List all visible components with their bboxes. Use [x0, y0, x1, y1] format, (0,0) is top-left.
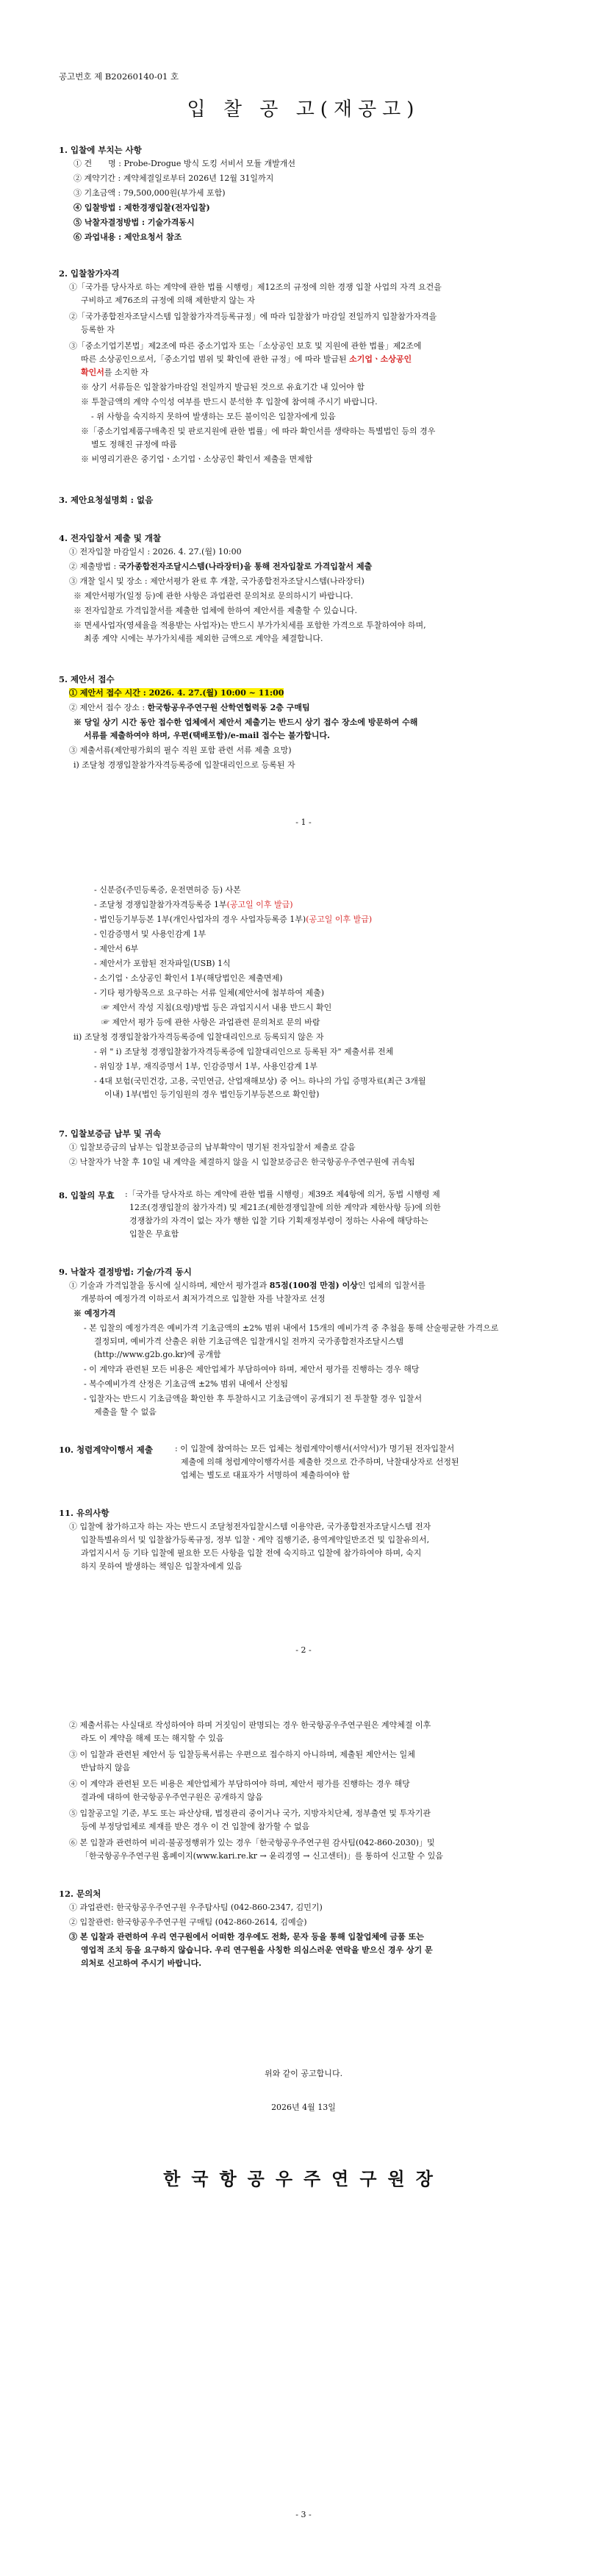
s2-line: 확인서를 소지한 자 [81, 368, 149, 377]
s11-line: ③ 이 입찰과 관련된 제안서 등 입찰등록서류는 우편으로 접수하지 아니하며, 제출된 제안서는 일체 [69, 1750, 415, 1759]
s1-item-scope: ⑥ 과업내용 : 제안요청서 참조 [73, 232, 182, 242]
s11-line: 입찰특별유의서 및 입찰참가등록규정, 정부 입찰ㆍ계약 집행기준, 용역계약일반조건 및 입찰유의서, [81, 1535, 430, 1545]
s2-note: ※「중소기업제품구매촉진 및 판로지원에 관한 법률」에 따라 확인서를 생략하는 특별법인 등의 경우 [81, 426, 436, 436]
s4-opening: ③ 개찰 일시 및 장소 : 제안서평가 완료 후 개찰, 국가종합전자조달시스템(나라장터) [69, 576, 364, 586]
s4-note: ※ 면세사업자(영세율을 적용받는 사업자)는 반드시 부가가치세를 포함한 가격으로 투찰하여야 하며, [73, 620, 426, 630]
page-title: 입 찰 공 고(재공고) [187, 99, 420, 121]
p2-doc: ☞ 제안서 평가 등에 관한 사항은 과업관련 문의처로 문의 바람 [101, 1017, 320, 1027]
s4-note: 최종 계약 시에는 부가가치세를 제외한 금액으로 계약을 체결합니다. [84, 634, 323, 643]
s4-note: ※ 제안서평가(일정 등)에 관한 사항은 과업관련 문의처로 문의하시기 바랍니다. [73, 591, 353, 601]
s2-note: - 위 사항을 숙지하지 못하여 발생하는 모든 불이익은 입찰자에게 있음 [91, 412, 336, 421]
s4-method: ② 제출방법 : 국가종합전자조달시스템(나라장터)을 통해 전자입찰로 가격입찰서 제출 [69, 562, 373, 571]
page-number: - 2 - [295, 1645, 312, 1655]
s8-line: :「국가를 당사자로 하는 계약에 관한 법률 시행령」제39조 제4항에 의거, 동법 시행령 제 [125, 1189, 440, 1199]
s2-note: ※ 투찰금액의 계약 수익성 여부를 반드시 분석한 후 입찰에 참여해 주시기 바랍니다. [81, 397, 378, 407]
p2-doc: 이내) 1부(법인 등기임원의 경우 법인등기부등본으로 확인함) [104, 1090, 320, 1099]
section-4-heading: 4. 전자입찰서 제출 및 개찰 [59, 533, 162, 543]
s9-line: (http://www.g2b.go.kr)에 공개함 [94, 1350, 221, 1359]
s2-line: ②「국가종합전자조달시스템 입찰참가자격등록규정」에 따라 입찰참가 마감일 전일까지 입찰참가자격을 [69, 312, 437, 321]
s5-note: ※ 당일 상기 시간 동안 접수한 업체에서 제안서 제출기는 반드시 상기 접수 장소에 방문하여 수해 [73, 718, 418, 727]
s11-line: 「한국항공우주연구원 홈페이지(www.kari.re.kr → 윤리경영 → 신고센터)」를 통하여 신고할 수 있음 [81, 1851, 444, 1861]
s1-item-amount: ③ 기초금액 : 79,500,000원(부가세 포함) [73, 188, 226, 198]
section-11-heading: 11. 유의사항 [59, 1508, 109, 1518]
page-1 [0, 0, 607, 872]
s9-line: 개봉하여 예정가격 이하로서 최저가격으로 입찰한 자를 낙찰자로 선정 [81, 1294, 326, 1303]
s1-item-period: ② 계약기간 : 계약체결일로부터 2026년 12월 31일까지 [73, 173, 274, 183]
p2-doc: - 법인등기부등본 1부(개인사업자의 경우 사업자등록증 1부)(공고일 이후 발급) [94, 915, 373, 924]
s10-line: 제출에 의해 청렴계약이행각서를 제출한 것으로 간주하며, 낙찰대상자로 선정된 [181, 1457, 459, 1467]
s11-line: ① 입찰에 참가하고자 하는 자는 반드시 조달청전자입찰시스템 이용약관, 국가종합전자조달시스템 전자 [69, 1522, 431, 1531]
s2-note: ※ 상기 서류들은 입찰참가마감일 전일까지 발급된 것으로 유효기간 내 있어야 함 [81, 382, 364, 392]
s12-line: 의처로 신고하여 주시기 바랍니다. [81, 1958, 202, 1968]
s5-docs-1: ⅰ) 조달청 경쟁입찰참가자격등록증에 입찰대리인으로 등록된 자 [73, 760, 295, 770]
s9-line: - 본 입찰의 예정가격은 예비가격 기초금액의 ±2% 범위 내에서 15개의 예비가격 중 추첨을 통해 산술평균한 가격으로 [84, 1323, 499, 1333]
section-5-heading: 5. 제안서 접수 [59, 674, 115, 684]
s2-line: 등록한 자 [81, 325, 115, 334]
s11-line: ② 제출서류는 사실대로 작성하여야 하며 거짓임이 판명되는 경우 한국항공우주연구원은 계약체결 이후 [69, 1720, 431, 1730]
s5-place: ② 제안서 접수 장소 : 한국항공우주연구원 산학연협력동 2층 구매팀 [69, 703, 310, 712]
section-3-heading: 3. 제안요청설명회 : 없음 [59, 495, 154, 505]
s2-line: ③「중소기업기본법」제2조에 따른 중소기업자 또는「소상공인 보호 및 지원에 관한 법률」제2조에 [69, 341, 422, 351]
s8-line: 12조(경쟁입찰의 참가자격) 및 제21조(제한경쟁입찰에 의한 계약과 제한사항 등)에 의한 [129, 1203, 441, 1212]
s2-note: 별도 정해진 규정에 따름 [91, 440, 177, 449]
issuing-organization: 한국항공우주연구원장 [163, 2168, 444, 2189]
s12-line: 영업적 조치 등을 요구하지 않습니다. 우리 연구원을 사칭한 의심스러운 연락을 받으신 경우 상기 문 [81, 1945, 433, 1955]
s11-line: 하지 못하여 발생하는 책임은 입찰자에게 있음 [81, 1561, 243, 1571]
s4-deadline: ① 전자입찰 마감일시 : 2026. 4. 27.(월) 10:00 [69, 547, 242, 557]
page-3 [0, 1695, 607, 2576]
p2-doc: ⅱ) 조달청 경쟁입찰참가자격등록증에 입찰대리인으로 등록되지 않은 자 [73, 1032, 324, 1042]
p2-doc: - 제안서 6부 [94, 944, 139, 954]
s12-line: ② 입찰관련: 한국항공우주연구원 구매팀 (042-860-2614, 김예슬) [69, 1917, 307, 1927]
s1-item-name: ① 건 명 : Probe-Drogue 방식 도킹 서비서 모듈 개발개선 [73, 159, 295, 168]
section-12-heading: 12. 문의처 [59, 1889, 101, 1899]
p2-doc: - 위 " ⅰ) 조달청 경쟁입찰참가자격등록증에 입찰대리인으로 등록된 자" 제출서류 전체 [94, 1047, 394, 1056]
s9-line: - 이 계약과 관련된 모든 비용은 제안업체가 부담하여야 하며, 제안서 평가를 진행하는 경우 해당 [84, 1364, 420, 1374]
s11-line: 등에 부정당업체로 제재를 받은 경우 이 건 입찰에 참가할 수 없음 [81, 1822, 310, 1831]
page-number: - 3 - [295, 2510, 312, 2519]
p2-doc: - 소기업ㆍ소상공인 확인서 1부(해당법인은 제출면제) [94, 973, 283, 983]
closing-date: 2026년 4월 13일 [271, 2103, 336, 2112]
section-7-heading: 7. 입찰보증금 납부 및 귀속 [59, 1128, 162, 1139]
s2-line: 구비하고 제76조의 규정에 의해 제한받지 않는 자 [81, 296, 255, 305]
p2-doc: - 조달청 경쟁입찰참가자격등록증 1부(공고일 이후 발급) [94, 900, 293, 909]
s11-line: ④ 이 계약과 관련된 모든 비용은 제안업체가 부담하여야 하며, 제안서 평가를 진행하는 경우 해당 [69, 1779, 410, 1789]
closing-text: 위와 같이 공고합니다. [264, 2069, 343, 2078]
p2-doc: - 위임장 1부, 재직증명서 1부, 인감증명서 1부, 사용인감계 1부 [94, 1062, 317, 1071]
p2-doc: ☞ 제안서 작성 지침(요령)방법 등은 과업지시서 내용 반드시 확인 [101, 1003, 332, 1012]
s8-line: 입찰은 무효함 [129, 1229, 179, 1239]
s7-line: ① 입찰보증금의 납부는 입찰보증금의 납부확약이 명기된 전자입찰서 제출로 갈음 [69, 1142, 356, 1152]
page-number: - 1 - [295, 817, 312, 827]
p2-doc: - 신분증(주민등록증, 운전면허증 등) 사본 [94, 885, 241, 895]
s9-line: 결정되며, 예비가격 산출은 위한 기초금액은 입찰개시일 전까지 국가종합전자조달시스템 [94, 1337, 404, 1346]
s11-line: ⑤ 입찰공고일 기준, 부도 또는 파산상태, 법정관리 중이거나 국가, 지방자치단체, 정부출연 및 투자기관 [69, 1808, 431, 1818]
s1-item-award: ⑤ 낙찰자결정방법 : 기술가격동시 [73, 218, 195, 227]
s12-line: ① 과업관련: 한국항공우주연구원 우주탐사팀 (042-860-2347, 김민기) [69, 1903, 323, 1912]
section-8-heading: 8. 입찰의 무효 [59, 1190, 115, 1201]
p2-doc: - 4대 보험(국민건강, 고용, 국민연금, 산업재해보상) 중 어느 하나의 가입 증명자료(최근 3개월 [94, 1076, 426, 1086]
section-1-heading: 1. 입찰에 부치는 사항 [59, 145, 142, 155]
s2-line: 따른 소상공인으로서,「중소기업 범위 및 확인에 관한 규정」에 따라 발급된 소기업ㆍ소상공인 [81, 354, 412, 364]
s12-line: ③ 본 입찰과 관련하여 우리 연구원에서 어떠한 경우에도 전화, 문자 등을 통해 입찰업체에 금품 또는 [69, 1932, 424, 1942]
s11-line: ⑥ 본 입찰과 관련하여 비리·불공정행위가 있는 경우「한국항공우주연구원 감사팀(042-860-2030)」및 [69, 1838, 435, 1847]
s11-line: 라도 이 계약을 해제 또는 해지할 수 있음 [81, 1734, 224, 1743]
announcement-number: 공고번호 제 B20260140-01 호 [59, 71, 179, 82]
s11-line: 과업지시서 등 기타 입찰에 필요한 모든 사항을 입찰 전에 숙지하고 입찰에 참가하여야 하며, 숙지 [81, 1548, 422, 1558]
s11-line: 반납하지 않음 [81, 1763, 131, 1772]
s1-item-method: ④ 입찰방법 : 제한경쟁입찰(전자입찰) [73, 203, 210, 212]
s4-note: ※ 전자입찰로 가격입찰서를 제출한 업체에 한하여 제안서를 제출할 수 있습니다. [73, 606, 357, 615]
p2-doc: - 제안서가 포함된 전자파일(USB) 1식 [94, 959, 231, 968]
p2-doc: - 기타 평가항목으로 요구하는 서류 일체(제안서에 첨부하여 제출) [94, 988, 325, 998]
s11-line: 결과에 대하여 한국항공우주연구원은 공개하지 않음 [81, 1792, 263, 1802]
s10-line: : 이 입찰에 참여하는 모든 업체는 청렴계약이행서(서약서)가 명기된 전자입찰서 [175, 1444, 455, 1453]
section-9-heading: 9. 낙찰자 결정방법: 기술/가격 동시 [59, 1267, 192, 1277]
s5-note: 서류를 제출하여야 하며, 우편(택배포함)/e-mail 접수는 불가합니다. [84, 731, 330, 740]
s7-line: ② 낙찰자가 낙찰 후 10일 내 계약을 체결하지 않을 시 입찰보증금은 한국항공우주연구원에 귀속됨 [69, 1157, 415, 1167]
s5-docs: ③ 제출서류(제안평가회의 필수 직원 포함 관련 서류 제출 요망) [69, 745, 292, 755]
s9-line: 제출을 할 수 없음 [94, 1407, 157, 1417]
p2-doc: - 인감증명서 및 사용인감계 1부 [94, 929, 206, 939]
s9-line: - 복수예비가격 산정은 기초금액 ±2% 범위 내에서 산정됨 [84, 1379, 289, 1389]
s9-line: ① 기술과 가격입찰을 동시에 실시하며, 제안서 평가결과 85점(100점 만점) 이상인 업체의 입찰서를 [69, 1281, 425, 1290]
s2-note: ※ 비영리기관은 중기업ㆍ소기업ㆍ소상공인 확인서 제출을 면제함 [81, 454, 313, 464]
s10-line: 업체는 별도로 대표자가 서명하여 제출하여야 함 [181, 1470, 351, 1480]
section-2-heading: 2. 입찰참가자격 [59, 268, 120, 279]
page-2 [0, 872, 607, 1695]
section-10-heading: 10. 청렴계약이행서 제출 [59, 1445, 153, 1455]
s5-time: ① 제안서 접수 시간 : 2026. 4. 27.(월) 10:00 ~ 11:00 [69, 688, 284, 698]
s2-line: ①「국가를 당사자로 하는 계약에 관한 법률 시행령」제12조의 규정에 의한 경쟁 입찰 사업의 자격 요건을 [69, 282, 442, 292]
s9-line: ※ 예정가격 [73, 1309, 116, 1318]
s8-line: 경쟁참가의 자격이 없는 자가 행한 입찰 기타 기획재정부령이 정하는 사유에 해당하는 [129, 1216, 428, 1226]
s9-line: - 입찰자는 반드시 기초금액을 확인한 후 투찰하시고 기초금액이 공개되기 전 투찰할 경우 입찰서 [84, 1394, 423, 1403]
